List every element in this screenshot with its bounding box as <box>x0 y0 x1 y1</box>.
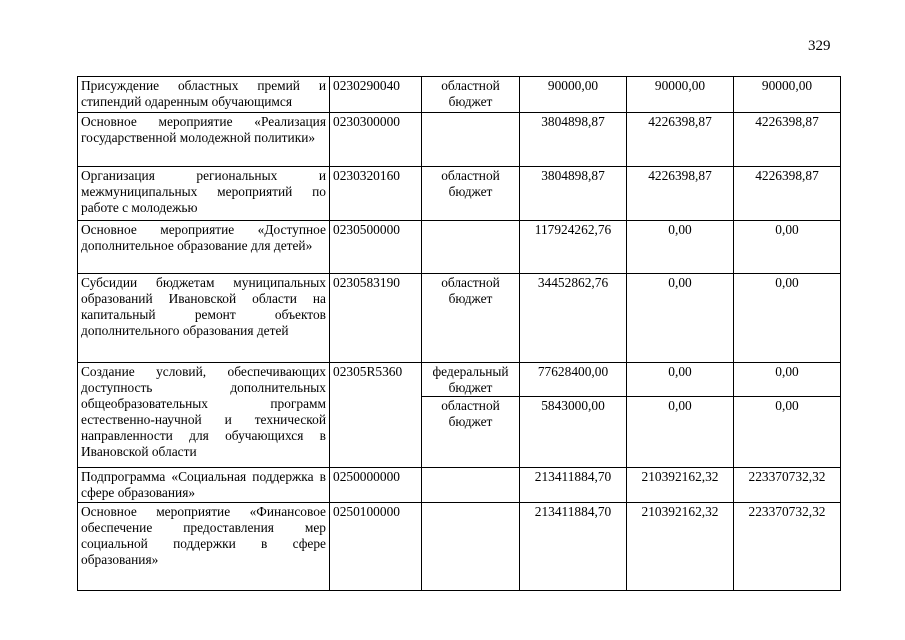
amount-year-2: 0,00 <box>627 221 734 274</box>
table-row <box>78 503 841 591</box>
amount-year-3: 0,00 <box>734 221 841 274</box>
row-code: 0250000000 <box>330 468 422 503</box>
row-code: 02305R5360 <box>330 363 422 468</box>
amount-year-3: 90000,00 <box>734 77 841 113</box>
amount-year-1: 77628400,00 <box>520 363 627 397</box>
funding-source: областной бюджет <box>422 77 520 113</box>
funding-source: областной бюджет <box>422 274 520 363</box>
amount-year-2: 0,00 <box>627 397 734 468</box>
row-code: 0230500000 <box>330 221 422 274</box>
amount-year-1: 90000,00 <box>520 77 627 113</box>
row-code: 0230320160 <box>330 167 422 221</box>
amount-year-2: 90000,00 <box>627 77 734 113</box>
funding-source <box>422 113 520 167</box>
amount-year-1: 34452862,76 <box>520 274 627 363</box>
row-name: Организация региональных и межмуниципальных мероприятий по работе с молодежью <box>78 167 330 221</box>
page-number: 329 <box>808 38 831 54</box>
table-row <box>78 77 841 113</box>
funding-source <box>422 468 520 503</box>
amount-year-3: 4226398,87 <box>734 113 841 167</box>
table-row <box>78 363 841 397</box>
table-row <box>78 274 841 363</box>
amount-year-2: 4226398,87 <box>627 113 734 167</box>
row-code: 0230290040 <box>330 77 422 113</box>
funding-source <box>422 503 520 591</box>
table-row <box>78 113 841 167</box>
row-code: 0250100000 <box>330 503 422 591</box>
amount-year-1: 3804898,87 <box>520 113 627 167</box>
row-code: 0230583190 <box>330 274 422 363</box>
amount-year-2: 210392162,32 <box>627 503 734 591</box>
amount-year-3: 0,00 <box>734 397 841 468</box>
row-name: Основное мероприятие «Доступное дополнительное образование для детей» <box>78 221 330 274</box>
amount-year-2: 0,00 <box>627 274 734 363</box>
table-row <box>78 221 841 274</box>
amount-year-1: 213411884,70 <box>520 468 627 503</box>
amount-year-1: 5843000,00 <box>520 397 627 468</box>
row-name: Создание условий, обеспечивающих доступность дополнительных общеобразовательных программ естественно-научной и технической направленности для обучающихся в Ивановской области <box>78 363 330 468</box>
funding-source: областной бюджет <box>422 167 520 221</box>
amount-year-1: 117924262,76 <box>520 221 627 274</box>
row-name: Основное мероприятие «Финансовое обеспечение предоставления мер социальной поддержки в сфере образования» <box>78 503 330 591</box>
row-name: Основное мероприятие «Реализация государственной молодежной политики» <box>78 113 330 167</box>
amount-year-3: 223370732,32 <box>734 468 841 503</box>
amount-year-3: 4226398,87 <box>734 167 841 221</box>
funding-source <box>422 221 520 274</box>
amount-year-2: 4226398,87 <box>627 167 734 221</box>
budget-table <box>77 76 841 591</box>
amount-year-3: 223370732,32 <box>734 503 841 591</box>
amount-year-2: 210392162,32 <box>627 468 734 503</box>
amount-year-3: 0,00 <box>734 274 841 363</box>
row-name: Присуждение областных премий и стипендий одаренным обучающимся <box>78 77 330 113</box>
amount-year-1: 3804898,87 <box>520 167 627 221</box>
row-name: Подпрограмма «Социальная поддержка в сфере образования» <box>78 468 330 503</box>
table-row <box>78 167 841 221</box>
amount-year-2: 0,00 <box>627 363 734 397</box>
funding-source: областной бюджет <box>422 397 520 468</box>
amount-year-3: 0,00 <box>734 363 841 397</box>
row-code: 0230300000 <box>330 113 422 167</box>
amount-year-1: 213411884,70 <box>520 503 627 591</box>
table-row <box>78 468 841 503</box>
funding-source: федеральный бюджет <box>422 363 520 397</box>
row-name: Субсидии бюджетам муниципальных образований Ивановской области на капитальный ремонт объектов дополнительного образования детей <box>78 274 330 363</box>
